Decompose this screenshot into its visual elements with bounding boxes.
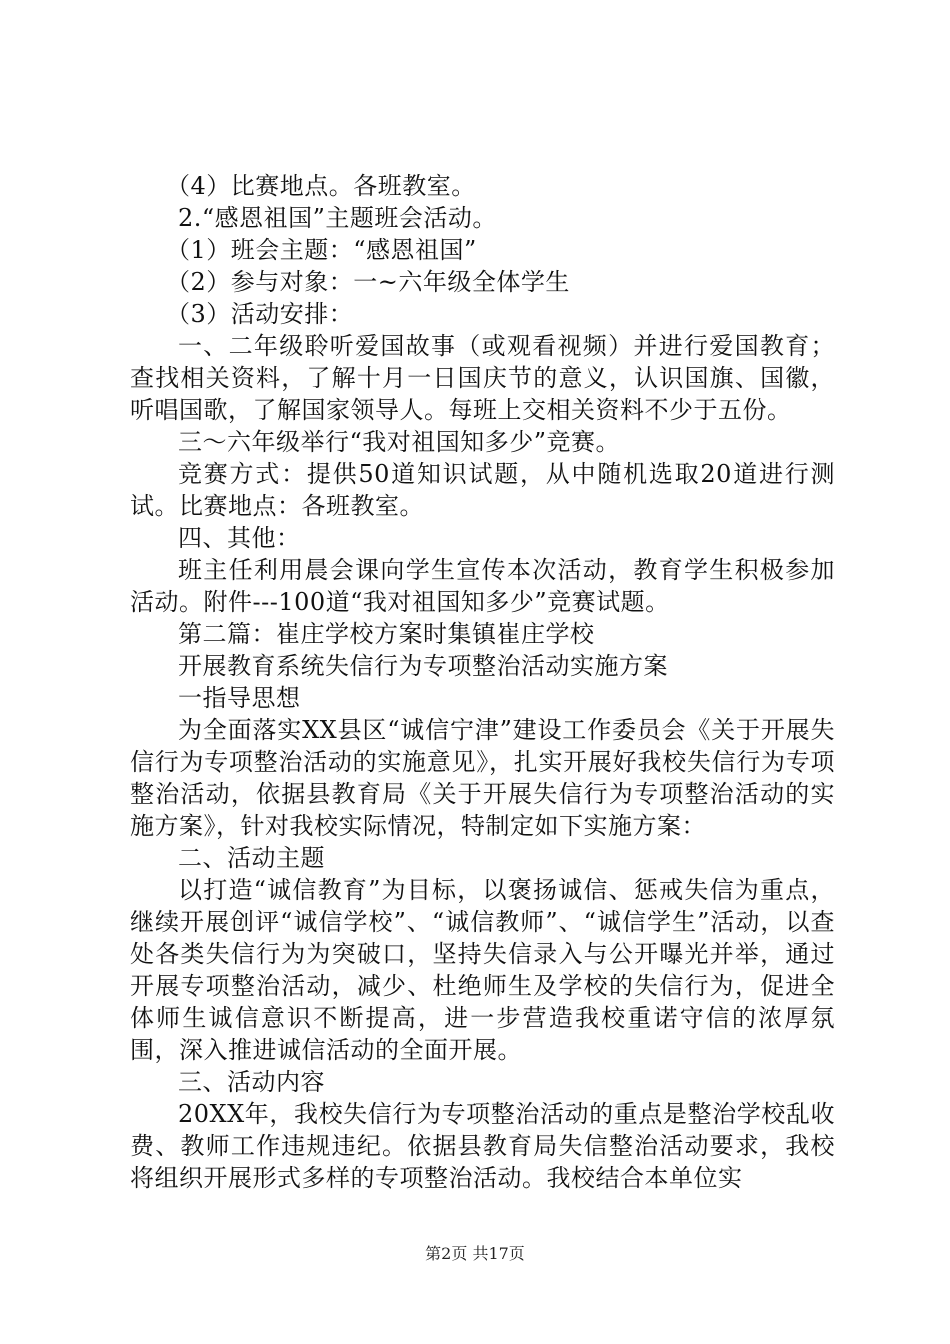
section-heading: 三、活动内容 bbox=[178, 1068, 325, 1096]
section-heading: 第二篇：崔庄学校方案时集镇崔庄学校 bbox=[178, 620, 595, 648]
page-footer bbox=[0, 1243, 950, 1265]
paragraph: 班主任利用晨会课向学生宣传本次活动，教育学生积极参加活动。附件---100道“我对祖国知多少”竞赛试题。 bbox=[130, 556, 835, 616]
section-heading: 一指导思想 bbox=[178, 684, 301, 712]
page-number: 第2页 共17页 bbox=[425, 1244, 525, 1263]
document-title: 开展教育系统失信行为专项整治活动实施方案 bbox=[178, 652, 668, 680]
paragraph: 一、二年级聆听爱国故事（或观看视频）并进行爱国教育；查找相关资料，了解十月一日国庆节的意义，认识国旗、国徽，听唱国歌，了解国家领导人。每班上交相关资料不少于五份。 bbox=[130, 332, 835, 424]
paragraph: （2）参与对象：一~六年级全体学生 bbox=[166, 268, 570, 296]
paragraph: 20XX年，我校失信行为专项整治活动的重点是整治学校乱收费、教师工作违规违纪。依据县教育局失信整治活动要求，我校将组织开展形式多样的专项整治活动。我校结合本单位实 bbox=[130, 1100, 835, 1192]
paragraph: （4）比赛地点。各班教室。 bbox=[166, 172, 476, 200]
paragraph: 以打造“诚信教育”为目标，以褒扬诚信、惩戒失信为重点，继续开展创评“诚信学校”、“诚信教师”、“诚信学生”活动，以查处各类失信行为为突破口，坚持失信录入与公开曝光并举，通过开展专项整治活动，减少、杜绝师生及学校的失信行为，促进全体师生诚信意识不断提高，进一步营造我校重诺守信的浓厚氛围，深入推进诚信活动的全面开展。 bbox=[130, 876, 835, 1064]
paragraph: （3）活动安排： bbox=[166, 300, 354, 328]
section-heading: 二、活动主题 bbox=[178, 844, 325, 872]
paragraph: 2.“感恩祖国”主题班会活动。 bbox=[178, 204, 497, 232]
paragraph: 竞赛方式：提供50道知识试题，从中随机选取20道进行测试。比赛地点：各班教室。 bbox=[130, 460, 835, 520]
paragraph: 四、其他： bbox=[178, 524, 301, 552]
paragraph: 为全面落实XX县区“诚信宁津”建设工作委员会《关于开展失信行为专项整治活动的实施意见》，扎实开展好我校失信行为专项整治活动，依据县教育局《关于开展失信行为专项整治活动的实施方案》，针对我校实际情况，特制定如下实施方案： bbox=[130, 716, 835, 840]
document-body bbox=[130, 170, 835, 1194]
paragraph: （1）班会主题：“感恩祖国” bbox=[166, 236, 477, 264]
paragraph: 三～六年级举行“我对祖国知多少”竞赛。 bbox=[178, 428, 621, 456]
